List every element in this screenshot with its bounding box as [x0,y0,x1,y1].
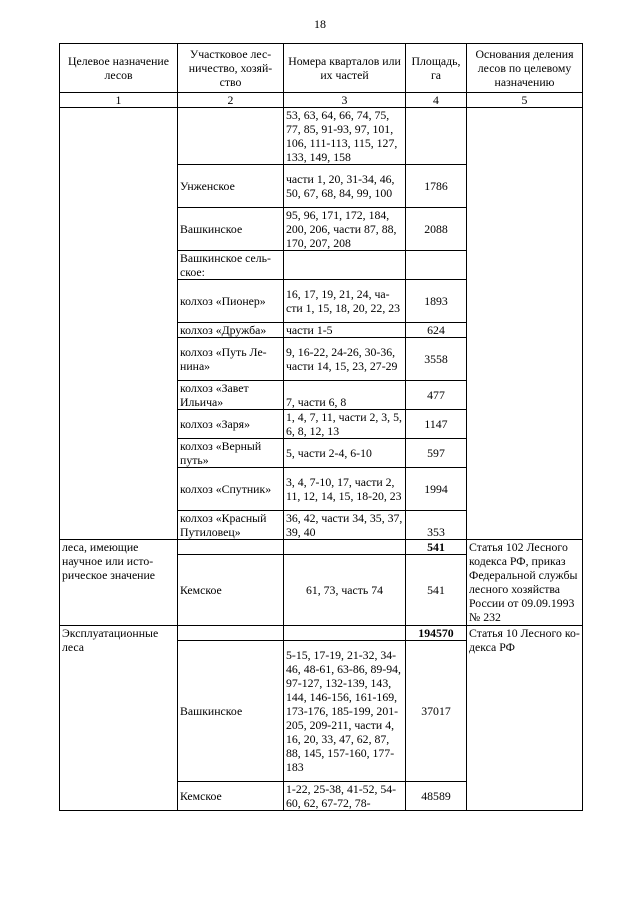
header-row [60,44,583,93]
purpose-cell: Эксплуатационные леса [60,626,178,811]
area-cell [406,108,467,165]
area-cell: 48589 [406,782,467,811]
header-basis: Основания деления лесов по целевому назначению [467,44,583,93]
area-cell: 541 [406,555,467,626]
area-cell: 3558 [406,338,467,381]
header-forestry: Участковое лес-ничество, хозяй-ство [178,44,284,93]
forestry-cell: Вашкинское [178,208,284,251]
forest-purpose-table [59,43,583,811]
basis-cell: Статья 10 Лесного ко-декса РФ [467,626,583,811]
quarters-cell: 53, 63, 64, 66, 74, 75, 77, 85, 91-93, 97, 101, 106, 111-113, 115, 127, 133, 149, 158 [284,108,406,165]
table-row [60,108,583,165]
basis-cell: Статья 102 Лесного кодекса РФ, приказ Федеральной службы лесного хозяйства России от 09.09.1993 № 232 [467,540,583,626]
area-cell: 477 [406,381,467,410]
area-cell: 2088 [406,208,467,251]
area-cell: 1994 [406,468,467,511]
quarters-cell [284,540,406,555]
area-cell [406,251,467,280]
table-row [60,540,583,555]
quarters-cell: 95, 96, 171, 172, 184, 200, 206, части 87, 88, 170, 207, 208 [284,208,406,251]
quarters-cell: части 1-5 [284,323,406,338]
quarters-cell: 5-15, 17-19, 21-32, 34-46, 48-61, 63-86, 89-94, 97-127, 132-139, 143, 144, 146-156, 161-169, 173-176, 185-199, 201-205, 209-211, части 4, 16, 20, 33, 47, 62, 87, 88, 145, 157-160, 177-183 [284,641,406,782]
purpose-cell: леса, имеющие научное или исто-рическое значение [60,540,178,626]
forestry-cell: колхоз «Верный путь» [178,439,284,468]
header-quarters: Номера кварталов или их частей [284,44,406,93]
forestry-cell: колхоз «Дружба» [178,323,284,338]
forestry-cell: колхоз «Заря» [178,410,284,439]
area-total-cell: 541 [406,540,467,555]
forestry-cell [178,540,284,555]
forestry-cell [178,626,284,641]
area-cell: 1893 [406,280,467,323]
forestry-cell: Кемское [178,782,284,811]
col-number: 4 [406,93,467,108]
area-total-cell: 194570 [406,626,467,641]
quarters-cell: 16, 17, 19, 21, 24, ча-сти 1, 15, 18, 20, 22, 23 [284,280,406,323]
area-cell: 624 [406,323,467,338]
col-number: 3 [284,93,406,108]
col-number: 1 [60,93,178,108]
header-purpose: Целевое назначение лесов [60,44,178,93]
quarters-cell: 1-22, 25-38, 41-52, 54-60, 62, 67-72, 78- [284,782,406,811]
quarters-cell: 5, части 2-4, 6-10 [284,439,406,468]
forestry-cell: колхоз «Пионер» [178,280,284,323]
page-number: 18 [314,17,326,31]
quarters-cell: части 1, 20, 31-34, 46, 50, 67, 68, 84, 99, 100 [284,165,406,208]
quarters-cell: 3, 4, 7-10, 17, части 2, 11, 12, 14, 15, 18-20, 23 [284,468,406,511]
forestry-cell: колхоз «Спутник» [178,468,284,511]
forestry-cell: Унженское [178,165,284,208]
quarters-cell: 61, 73, часть 74 [284,555,406,626]
quarters-cell: 1, 4, 7, 11, части 2, 3, 5, 6, 8, 12, 13 [284,410,406,439]
col-number: 2 [178,93,284,108]
forestry-cell: Вашкинское сель-ское: [178,251,284,280]
basis-cell [467,108,583,540]
col-number: 5 [467,93,583,108]
quarters-cell [284,626,406,641]
purpose-cell [60,108,178,540]
area-cell: 597 [406,439,467,468]
forestry-cell: колхоз «Завет Ильича» [178,381,284,410]
header-area: Площадь, га [406,44,467,93]
area-cell: 353 [406,511,467,540]
area-cell: 1147 [406,410,467,439]
area-cell: 37017 [406,641,467,782]
quarters-cell: 9, 16-22, 24-26, 30-36, части 14, 15, 23, 27-29 [284,338,406,381]
quarters-cell: 7, части 6, 8 [284,381,406,410]
forestry-cell: Вашкинское [178,641,284,782]
column-number-row [60,93,583,108]
area-cell: 1786 [406,165,467,208]
quarters-cell [284,251,406,280]
forestry-cell [178,108,284,165]
forestry-cell: колхоз «Путь Ле-нина» [178,338,284,381]
forestry-cell: Кемское [178,555,284,626]
quarters-cell: 36, 42, части 34, 35, 37, 39, 40 [284,511,406,540]
table-row [60,626,583,641]
forestry-cell: колхоз «Красный Путиловец» [178,511,284,540]
